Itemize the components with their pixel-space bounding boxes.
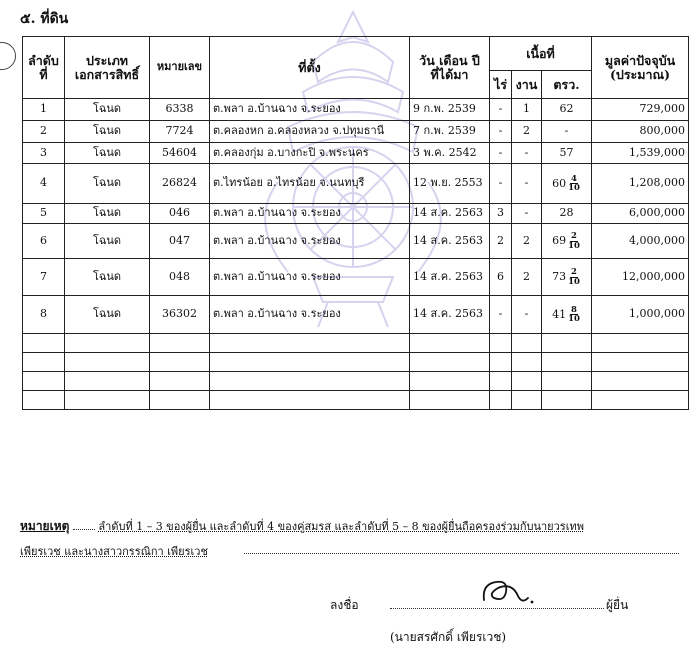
header-ngan: งาน: [512, 71, 542, 99]
cell-doc-type: โฉนด: [65, 296, 150, 334]
cell-empty: [410, 334, 490, 353]
wa-numerator: 2: [571, 267, 577, 277]
table-row: [23, 164, 689, 204]
header-rai: ไร่: [490, 71, 512, 99]
note-line-2: [20, 542, 208, 560]
cell-wa: [542, 164, 592, 204]
cell-empty: [23, 334, 65, 353]
cell-date: 14 ส.ค. 2563: [410, 296, 490, 334]
note-dotted-line: [244, 553, 679, 554]
note-text-2: เพียรเวช และนางสาวกรรณิกา เพียรเวช: [20, 545, 208, 558]
cell-location: ต.คลองหก อ.คลองหลวง จ.ปทุมธานี: [210, 121, 410, 143]
cell-doc-type: โฉนด: [65, 259, 150, 296]
cell-date: 14 ส.ค. 2563: [410, 259, 490, 296]
cell-empty: [542, 391, 592, 410]
cell-doc-type: โฉนด: [65, 224, 150, 259]
header-number: หมายเลข: [150, 37, 210, 99]
cell-wa: [542, 143, 592, 164]
wa-fraction: [567, 306, 581, 324]
cell-order: 4: [23, 164, 65, 204]
cell-ngan: 2: [512, 121, 542, 143]
header-doc-type: ประเภท เอกสารสิทธิ์: [65, 37, 150, 99]
wa-whole: 69: [552, 234, 567, 247]
cell-order: 8: [23, 296, 65, 334]
cell-wa: [542, 121, 592, 143]
cell-doc-type: โฉนด: [65, 204, 150, 224]
wa-denominator: 10: [568, 314, 580, 324]
cell-value: 800,000: [592, 121, 689, 143]
cell-empty: [490, 334, 512, 353]
cell-rai: -: [490, 164, 512, 204]
cell-empty: [23, 353, 65, 372]
cell-wa: [542, 204, 592, 224]
note-line-1: [20, 517, 584, 536]
cell-order: 5: [23, 204, 65, 224]
cell-empty: [490, 391, 512, 410]
wa-numerator: 8: [571, 304, 577, 315]
cell-wa: [542, 259, 592, 296]
cell-empty: [542, 334, 592, 353]
cell-location: ต.ไทรน้อย อ.ไทรน้อย จ.นนทบุรี: [210, 164, 410, 204]
cell-order: 1: [23, 99, 65, 121]
cell-ngan: -: [512, 204, 542, 224]
table-row: [23, 296, 689, 334]
wa-denominator: 10: [568, 183, 580, 193]
cell-value: 1,539,000: [592, 143, 689, 164]
header-area: เนื้อที่: [490, 37, 592, 71]
table-row-empty: [23, 334, 689, 353]
cell-location: ต.พลา อ.บ้านฉาง จ.ระยอง: [210, 296, 410, 334]
cell-empty: [512, 372, 542, 391]
cell-empty: [490, 353, 512, 372]
cell-empty: [542, 353, 592, 372]
signature-mark: [478, 574, 538, 610]
wa-fraction: [567, 268, 581, 286]
signature-area: [330, 580, 670, 620]
cell-location: ต.คลองกุ่ม อ.บางกะปิ จ.พระนคร: [210, 143, 410, 164]
cell-rai: 2: [490, 224, 512, 259]
cell-empty: [410, 372, 490, 391]
cell-rai: -: [490, 121, 512, 143]
cell-empty: [65, 334, 150, 353]
table-row: [23, 143, 689, 164]
cell-empty: [592, 391, 689, 410]
cell-empty: [512, 353, 542, 372]
cell-empty: [65, 372, 150, 391]
cell-order: 2: [23, 121, 65, 143]
cell-order: 7: [23, 259, 65, 296]
cell-number: 047: [150, 224, 210, 259]
cell-number: 046: [150, 204, 210, 224]
table-row-empty: [23, 372, 689, 391]
header-date: วัน เดือน ปี ที่ได้มา: [410, 37, 490, 99]
cell-value: 729,000: [592, 99, 689, 121]
cell-number: 6338: [150, 99, 210, 121]
note-text-1: ลำดับที่ 1 – 3 ของผู้ยื่น และลำดับที่ 4 ของคู่สมรส และลำดับที่ 5 – 8 ของผู้ยื่นถือครองร่วมกับนายวรเทพ: [98, 520, 584, 533]
cell-empty: [150, 391, 210, 410]
cell-ngan: -: [512, 296, 542, 334]
wa-whole: 28: [559, 206, 574, 220]
cell-empty: [65, 391, 150, 410]
cell-date: 9 ก.พ. 2539: [410, 99, 490, 121]
cell-empty: [150, 353, 210, 372]
note-label: หมายเหตุ: [20, 519, 70, 533]
cell-rai: 6: [490, 259, 512, 296]
cell-empty: [410, 353, 490, 372]
table-row: [23, 99, 689, 121]
wa-denominator: 10: [568, 240, 580, 251]
cell-number: 7724: [150, 121, 210, 143]
table-row: [23, 224, 689, 259]
wa-whole: 62: [559, 102, 574, 116]
wa-denominator: 10: [568, 276, 580, 287]
header-wa: ตรว.: [542, 71, 592, 99]
cell-number: 26824: [150, 164, 210, 204]
table-row-empty: [23, 391, 689, 410]
cell-empty: [23, 372, 65, 391]
section-title: ๕. ที่ดิน: [20, 11, 69, 27]
punch-hole: [0, 42, 16, 70]
cell-empty: [23, 391, 65, 410]
cell-date: 7 ก.พ. 2539: [410, 121, 490, 143]
cell-location: ต.พลา อ.บ้านฉาง จ.ระยอง: [210, 259, 410, 296]
cell-location: ต.พลา อ.บ้านฉาง จ.ระยอง: [210, 204, 410, 224]
cell-value: 1,000,000: [592, 296, 689, 334]
wa-numerator: 4: [571, 173, 577, 184]
cell-location: ต.พลา อ.บ้านฉาง จ.ระยอง: [210, 99, 410, 121]
header-order: ลำดับ ที่: [23, 37, 65, 99]
cell-rai: -: [490, 99, 512, 121]
cell-number: 36302: [150, 296, 210, 334]
table-row: [23, 204, 689, 224]
cell-ngan: -: [512, 143, 542, 164]
cell-ngan: -: [512, 164, 542, 204]
cell-wa: [542, 99, 592, 121]
wa-whole: 60: [552, 176, 567, 190]
wa-whole: 57: [559, 145, 574, 159]
signature-role: ผู้ยื่น: [606, 598, 629, 612]
cell-empty: [210, 372, 410, 391]
cell-number: 54604: [150, 143, 210, 164]
cell-date: 14 ส.ค. 2563: [410, 224, 490, 259]
table-row: [23, 121, 689, 143]
cell-doc-type: โฉนด: [65, 99, 150, 121]
cell-date: 3 พ.ค. 2542: [410, 143, 490, 164]
cell-number: 048: [150, 259, 210, 296]
cell-value: 12,000,000: [592, 259, 689, 296]
wa-numerator: 2: [571, 231, 577, 241]
cell-wa: [542, 296, 592, 334]
cell-doc-type: โฉนด: [65, 121, 150, 143]
cell-empty: [410, 391, 490, 410]
header-value: มูลค่าปัจจุบัน (ประมาณ): [592, 37, 689, 99]
wa-whole: 41: [552, 307, 567, 321]
cell-date: 12 พ.ย. 2553: [410, 164, 490, 204]
cell-empty: [542, 372, 592, 391]
cell-rai: -: [490, 143, 512, 164]
cell-value: 6,000,000: [592, 204, 689, 224]
cell-rai: 3: [490, 204, 512, 224]
signer-name: (นายสรศักดิ์ เพียรเวช): [390, 630, 507, 644]
cell-empty: [592, 372, 689, 391]
land-table-body: [23, 99, 689, 410]
signature-label: ลงชื่อ: [330, 598, 359, 612]
cell-empty: [210, 353, 410, 372]
cell-value: 1,208,000: [592, 164, 689, 204]
land-table: [22, 36, 689, 410]
wa-whole: -: [564, 124, 569, 138]
cell-empty: [490, 372, 512, 391]
cell-empty: [150, 372, 210, 391]
wa-whole: 73: [552, 270, 567, 283]
cell-doc-type: โฉนด: [65, 164, 150, 204]
cell-ngan: 2: [512, 224, 542, 259]
cell-empty: [592, 334, 689, 353]
cell-empty: [65, 353, 150, 372]
cell-empty: [592, 353, 689, 372]
cell-doc-type: โฉนด: [65, 143, 150, 164]
cell-empty: [210, 334, 410, 353]
wa-fraction: [567, 232, 581, 250]
cell-value: 4,000,000: [592, 224, 689, 259]
table-row: [23, 259, 689, 296]
cell-ngan: 2: [512, 259, 542, 296]
cell-date: 14 ส.ค. 2563: [410, 204, 490, 224]
cell-order: 3: [23, 143, 65, 164]
cell-location: ต.พลา อ.บ้านฉาง จ.ระยอง: [210, 224, 410, 259]
cell-rai: -: [490, 296, 512, 334]
cell-wa: [542, 224, 592, 259]
header-location: ที่ตั้ง: [210, 37, 410, 99]
cell-empty: [512, 391, 542, 410]
cell-empty: [512, 334, 542, 353]
cell-order: 6: [23, 224, 65, 259]
cell-ngan: 1: [512, 99, 542, 121]
table-row-empty: [23, 353, 689, 372]
cell-empty: [210, 391, 410, 410]
wa-fraction: [567, 175, 581, 193]
cell-empty: [150, 334, 210, 353]
